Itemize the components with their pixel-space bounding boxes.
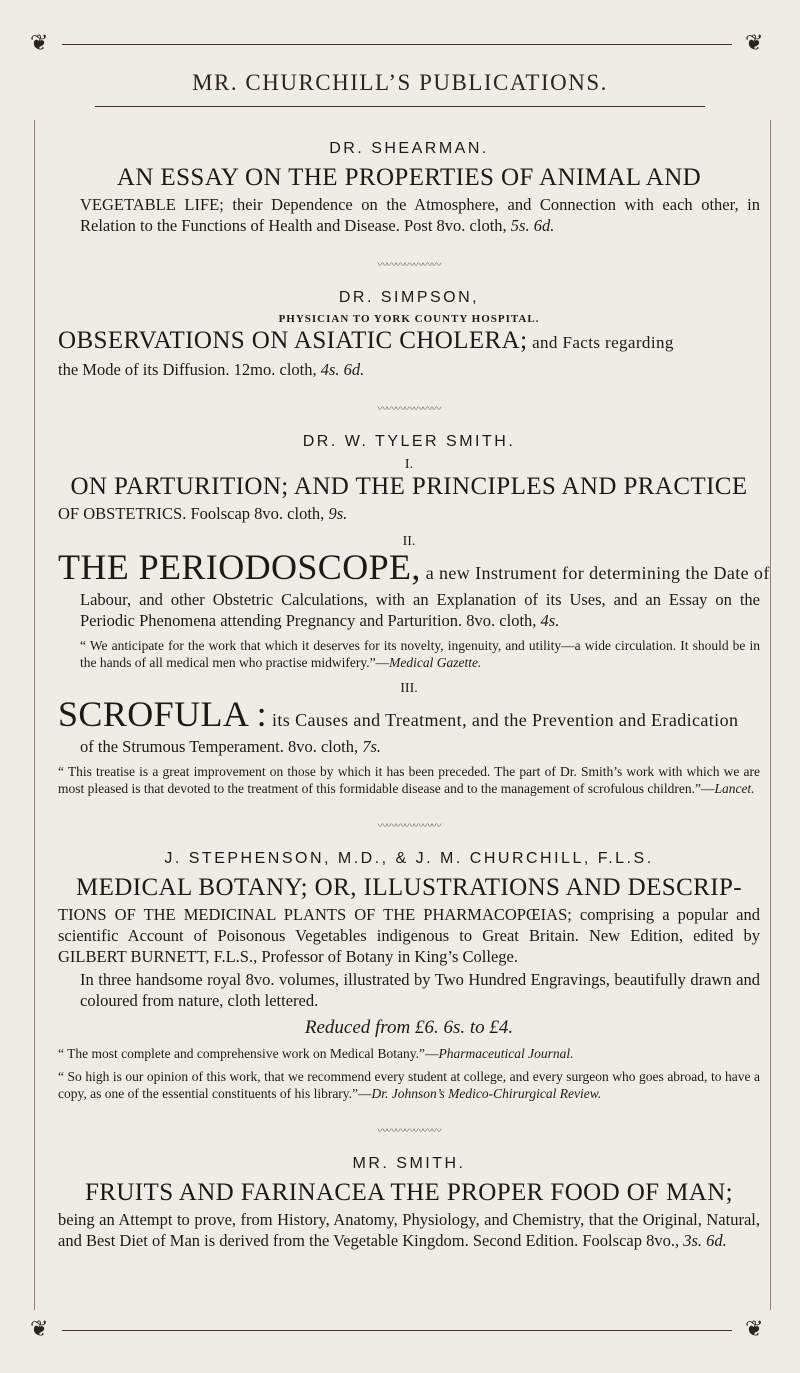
- book-description: Labour, and other Obstetric Calculations, with an Explanation of its Uses, and an Essay on the Periodic Phenomena attending Pregnancy and Parturition. 8vo. cloth, 4s.: [80, 590, 760, 630]
- review-quote: “ We anticipate for the work that which it deserves for its novelty, ingenuity, and utility—a wide circulation. It should be in the hands of all medical men who practise midwifery.”—Medical Gazette.: [80, 638, 760, 670]
- top-left-ornament: ❦: [30, 30, 49, 55]
- left-border: [34, 120, 35, 1310]
- entry-stephenson-churchill: [58, 850, 760, 1102]
- author-affiliation: PHYSICIAN TO YORK COUNTY HOSPITAL.: [278, 313, 540, 325]
- page-header: MR. CHURCHILL’S PUBLICATIONS.: [192, 70, 608, 95]
- book-price: 4s. 6d.: [320, 360, 365, 379]
- author-name: J. STEPHENSON, M.D., & J. M. CHURCHILL, F.L.S.: [164, 850, 654, 867]
- right-border: [770, 120, 771, 1310]
- book-title: MEDICAL BOTANY; OR, ILLUSTRATIONS AND DESCRIP-: [76, 874, 742, 901]
- book-description: the Mode of its Diffusion. 12mo. cloth, 4s. 6d.: [58, 360, 365, 379]
- book-price: 9s.: [328, 504, 348, 523]
- top-right-ornament: ❦: [745, 30, 764, 55]
- item-numeral: I.: [404, 457, 414, 472]
- author-name: MR. SMITH.: [352, 1155, 466, 1172]
- book-title: ON PARTURITION; AND THE PRINCIPLES AND PRACTICE: [70, 473, 748, 500]
- review-source: Medical Gazette.: [389, 655, 482, 670]
- book-description: OF OBSTETRICS. Foolscap 8vo. cloth, 9s.: [58, 504, 348, 523]
- bottom-rule: [62, 1330, 732, 1331]
- book-title: AN ESSAY ON THE PROPERTIES OF ANIMAL AND: [116, 164, 702, 191]
- catalogue-content: [58, 140, 770, 1251]
- review-quote: “ This treatise is a great improvement on those by which it has been preceded. The part of Dr. Smith’s work with which we are most pleased is that devoted to the treatment of this formidable disease and to the management of scrofulous children.”—Lancet.: [58, 764, 760, 796]
- item-numeral: II.: [402, 534, 416, 549]
- book-title: FRUITS AND FARINACEA THE PROPER FOOD OF MAN;: [84, 1179, 734, 1206]
- review-quote: “ The most complete and comprehensive work on Medical Botany.”—Pharmaceutical Journal.: [58, 1046, 574, 1061]
- book-title: THE PERIODOSCOPE, a new Instrument for determining the Date of: [58, 547, 770, 587]
- book-description: VEGETABLE LIFE; their Dependence on the Atmosphere, and Connection with each other, in Relation to the Functions of Health and Disease. Post 8vo. cloth, 5s. 6d.: [80, 195, 760, 235]
- bottom-right-ornament: ❦: [745, 1316, 764, 1341]
- section-separator: 〰〰〰〰〰〰〰: [377, 821, 441, 832]
- author-name: DR. SIMPSON,: [338, 289, 480, 306]
- section-separator: 〰〰〰〰〰〰〰: [377, 404, 441, 415]
- entry-simpson: [58, 289, 760, 380]
- book-details: In three handsome royal 8vo. volumes, illustrated by Two Hundred Engravings, beautifully drawn and coloured from nature, cloth lettered.: [80, 970, 760, 1010]
- book-price: 3s. 6d.: [683, 1231, 727, 1250]
- entry-mr-smith: [58, 1155, 760, 1251]
- review-source: Dr. Johnson’s Medico-Chirurgical Review.: [371, 1086, 602, 1101]
- book-title: SCROFULA : its Causes and Treatment, and the Prevention and Eradication: [58, 694, 739, 734]
- entry-shearman: [58, 140, 760, 236]
- author-name: DR. SHEARMAN.: [329, 140, 489, 157]
- header-rule: [95, 106, 705, 107]
- entry-tyler-smith: [58, 433, 770, 797]
- top-rule: [62, 44, 732, 45]
- book-title: OBSERVATIONS ON ASIATIC CHOLERA; and Facts regarding: [58, 327, 674, 354]
- book-price: 4s.: [540, 611, 560, 630]
- section-separator: 〰〰〰〰〰〰〰: [377, 260, 441, 271]
- review-source: Pharmaceutical Journal.: [438, 1046, 574, 1061]
- review-quote: “ So high is our opinion of this work, that we recommend every student at college, and every surgeon who goes abroad, to have a copy, as one of the essential constituents of his library.”—Dr. Johnson’s Medico-Chirurgical Review.: [58, 1069, 760, 1101]
- book-price: 5s. 6d.: [510, 216, 555, 235]
- author-name: DR. W. TYLER SMITH.: [302, 433, 516, 450]
- book-description: TIONS OF THE MEDICINAL PLANTS OF THE PHARMACOPŒIAS; comprising a popular and scientific Account of Poisonous Vegetables indigenous to Great Britain. New Edition, edited by GILBERT BURNETT, F.L.S., Professor of Botany in King’s College.: [58, 905, 760, 966]
- book-title-continuation: VEGETABLE LIFE;: [80, 195, 224, 214]
- book-description: of the Strumous Temperament. 8vo. cloth, 7s.: [80, 737, 381, 756]
- book-price: 7s.: [362, 737, 381, 756]
- book-description: being an Attempt to prove, from History, Anatomy, Physiology, and Chemistry, that the Original, Natural, and Best Diet of Man is derived from the Vegetable Kingdom. Second Edition. Foolscap 8vo., 3s. 6d.: [58, 1210, 760, 1250]
- section-separator: 〰〰〰〰〰〰〰: [377, 1126, 441, 1137]
- review-source: Lancet.: [714, 781, 755, 796]
- bottom-left-ornament: ❦: [30, 1316, 49, 1341]
- book-price: Reduced from £6. 6s. to £4.: [304, 1017, 514, 1038]
- item-numeral: III.: [400, 681, 418, 696]
